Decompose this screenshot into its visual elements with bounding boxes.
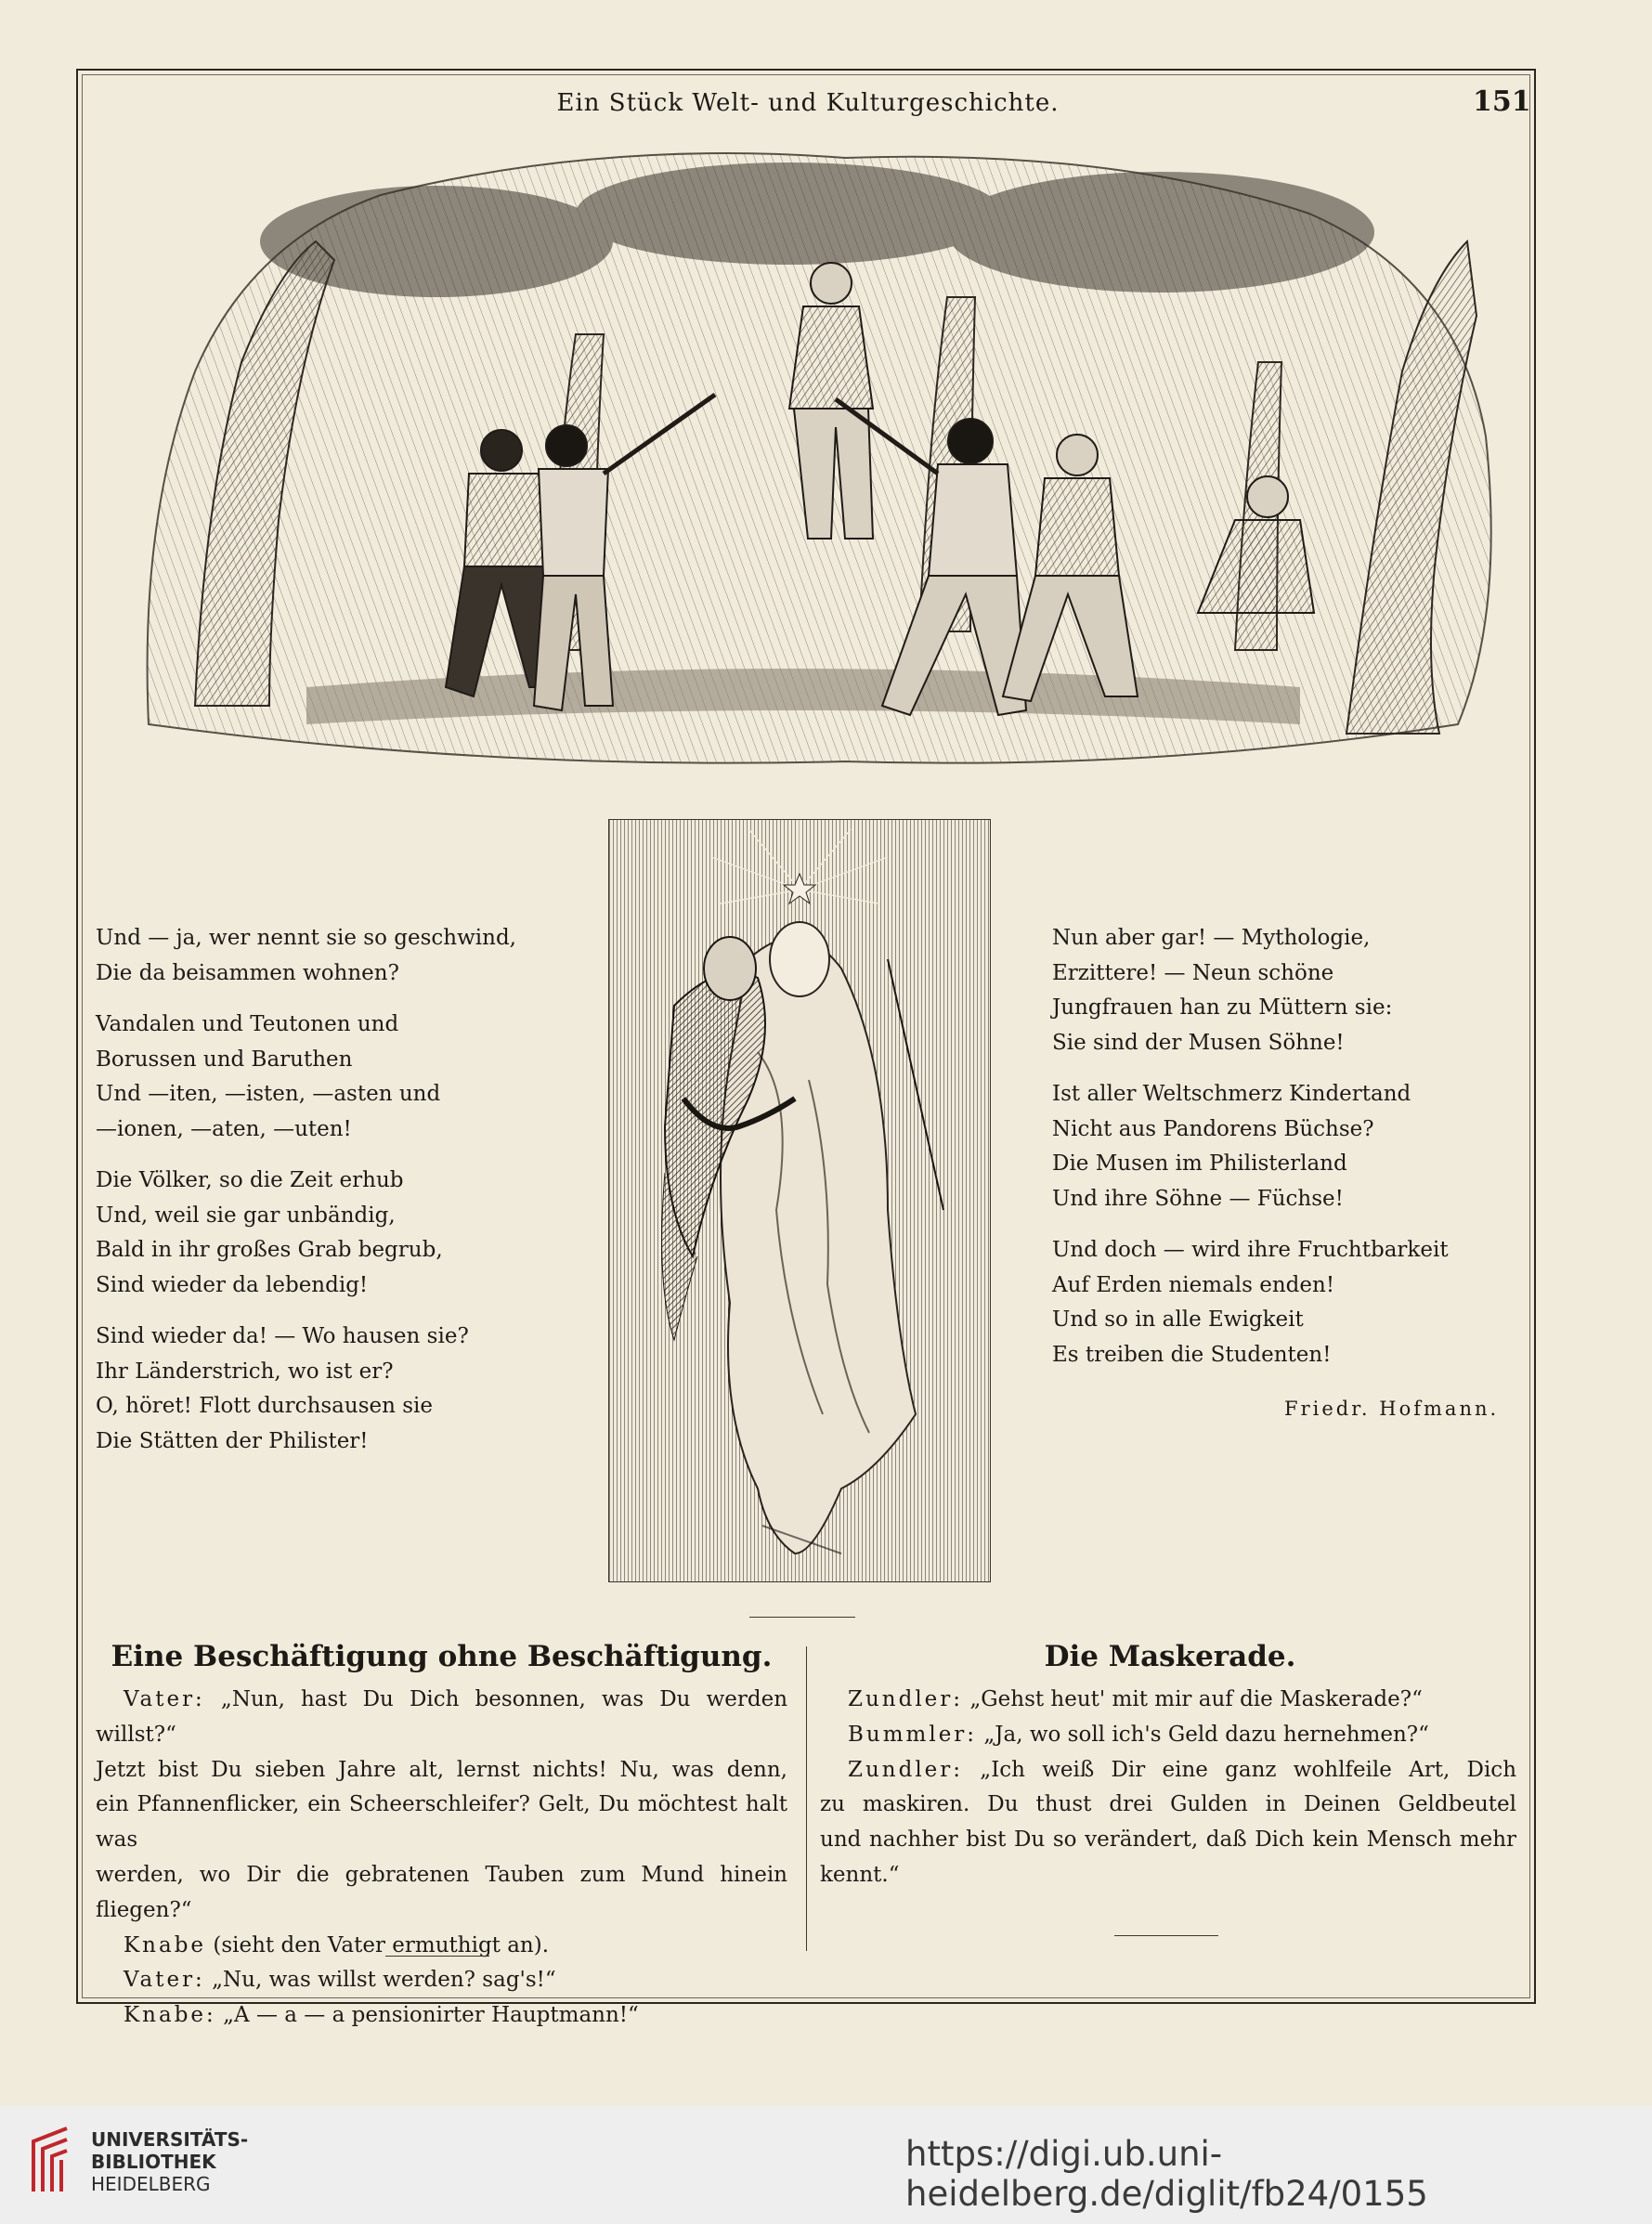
speaker-label: Knabe: [124, 2003, 216, 2028]
column-divider [806, 1646, 807, 1951]
dialogue-paragraph [96, 1929, 787, 1964]
speaker-label: Vater: [124, 1687, 205, 1711]
speaker-label: Zundler: [848, 1687, 964, 1711]
permalink-url[interactable]: https://digi.ub.uni-heidelberg.de/diglit/fb24/0155 [905, 2134, 1428, 2214]
poem-line: Jungfrauen han zu Müttern sie: [1052, 995, 1393, 1020]
poem-line: Und —iten, —isten, —asten und [96, 1082, 441, 1106]
poem-left-column [96, 921, 579, 1476]
poem-stanza [1052, 1233, 1498, 1372]
dialogue-paragraph [96, 1998, 787, 2034]
section-title-right: Die Maskerade. [1044, 1640, 1296, 1673]
dialogue-line: kennt.“ [820, 1862, 900, 1887]
dialogue-text: „A — a — a pensionirter Hauptmann!“ [223, 2003, 639, 2028]
poem-line: Borussen und Baruthen [96, 1047, 353, 1072]
poem-line: Und, weil sie gar unbändig, [96, 1203, 396, 1228]
poem-line: Und — ja, wer nennt sie so geschwind, [96, 926, 516, 950]
poem-line: Ihr Länderstrich, wo ist er? [96, 1359, 394, 1384]
dialogue-line: ein Pfannenflicker, ein Scheerschleifer? Gelt, Du möchtest halt was [96, 1792, 787, 1853]
page-number: 151 [1473, 85, 1531, 118]
dialogue-text: „Ich weiß Dir eine ganz wohlfeile Art, Dich [980, 1757, 1517, 1782]
poem-line: Die da beisammen wohnen? [96, 960, 399, 985]
poem-line: Auf Erden niemals enden! [1052, 1272, 1335, 1297]
dialogue-paragraph [96, 1963, 787, 1998]
section-title-left: Eine Beschäftigung ohne Beschäftigung. [111, 1640, 773, 1673]
poem-line: Sie sind der Musen Söhne! [1052, 1030, 1345, 1055]
muse-illustration [608, 819, 991, 1582]
running-title: Ein Stück Welt- und Kulturgeschichte. [556, 89, 1060, 117]
speaker-label: Knabe [124, 1932, 207, 1957]
dialogue-paragraph [820, 1683, 1516, 1718]
poem-line: Die Stätten der Philister! [96, 1428, 369, 1453]
library-logo-icon[interactable] [20, 2123, 78, 2197]
speaker-label: Zundler: [848, 1757, 964, 1782]
library-name-line: UNIVERSITÄTS- [91, 2128, 249, 2151]
dialogue-paragraph [96, 1683, 787, 1753]
dialogue-line: zu maskiren. Du thust drei Gulden in Deinen Geldbeutel [820, 1792, 1516, 1817]
dialogue-text: „Gehst heut' mit mir auf die Maskerade?“ [969, 1687, 1423, 1711]
poem-line: Die Völker, so die Zeit erhub [96, 1168, 404, 1192]
dialogue-paragraph [820, 1718, 1516, 1753]
speaker-label: Bummler: [848, 1722, 978, 1747]
fencing-duel-illustration [139, 130, 1501, 780]
dialogue-text: „Nun, hast Du Dich besonnen, was Du werden willst?“ [96, 1687, 788, 1747]
poem-line: Es treiben die Studenten! [1052, 1342, 1332, 1367]
end-rule-right [1114, 1935, 1218, 1936]
poem-line: O, höret! Flott durchsausen sie [96, 1394, 434, 1418]
poem-line: Nun aber gar! — Mythologie, [1052, 926, 1371, 950]
poem-right-column [1052, 921, 1498, 1389]
library-name-line: BIBLIOTHEK [91, 2151, 216, 2173]
speaker-label: Vater: [124, 1968, 205, 1993]
poem-stanza [96, 1008, 579, 1147]
poem-line: Ist aller Weltschmerz Kindertand [1052, 1082, 1411, 1106]
poem-line: Und doch — wird ihre Fruchtbarkeit [1052, 1238, 1449, 1262]
poem-line: —ionen, —aten, —uten! [96, 1116, 352, 1141]
end-rule-left [385, 1956, 489, 1957]
poem-stanza [96, 921, 579, 991]
library-name[interactable] [91, 2128, 248, 2195]
dialogue-line: Jetzt bist Du sieben Jahre alt, lernst nichts! Nu, was denn, [96, 1757, 787, 1782]
poem-line: Nicht aus Pandorens Büchse? [1052, 1116, 1374, 1141]
poem-author: Friedr. Hofmann. [1284, 1398, 1500, 1420]
dialogue-text: „Ja, wo soll ich's Geld dazu hernehmen?“ [983, 1722, 1429, 1747]
dialogue-left [96, 1683, 787, 2034]
poem-line: Erzittere! — Neun schöne [1052, 960, 1334, 985]
poem-stanza [1052, 921, 1498, 1060]
poem-line: Und ihre Söhne — Füchse! [1052, 1186, 1344, 1211]
library-name-line: HEIDELBERG [91, 2173, 211, 2195]
dialogue-paragraph [820, 1753, 1516, 1788]
section-divider [749, 1617, 855, 1618]
poem-line: Die Musen im Philisterland [1052, 1151, 1347, 1176]
poem-line: Sind wieder da! — Wo hausen sie? [96, 1324, 469, 1348]
poem-stanza [96, 1320, 579, 1459]
poem-stanza [1052, 1077, 1498, 1216]
dialogue-line: werden, wo Dir die gebratenen Tauben zum Mund hinein fliegen?“ [96, 1862, 787, 1922]
poem-line: Und so in alle Ewigkeit [1052, 1307, 1304, 1332]
dialogue-line: und nachher bist Du so verändert, daß Dich kein Mensch mehr [820, 1827, 1516, 1853]
poem-line: Vandalen und Teutonen und [96, 1012, 399, 1036]
poem-line: Bald in ihr großes Grab begrub, [96, 1238, 443, 1262]
poem-stanza [96, 1164, 579, 1303]
dialogue-text: (sieht den Vater ermuthigt an). [213, 1932, 550, 1957]
dialogue-right [820, 1683, 1516, 1893]
dialogue-text: „Nu, was willst werden? sag's!“ [212, 1968, 556, 1993]
poem-line: Sind wieder da lebendig! [96, 1272, 369, 1297]
